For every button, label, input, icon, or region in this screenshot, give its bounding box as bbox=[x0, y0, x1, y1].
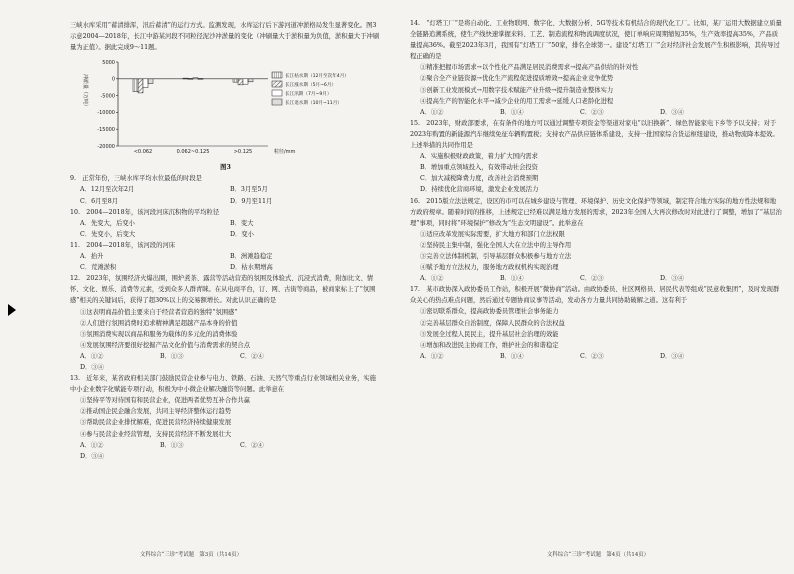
question-block bbox=[410, 284, 782, 362]
bar bbox=[148, 79, 153, 84]
choice-row bbox=[70, 351, 381, 373]
option: ③发展全过程人民民主，提升基层社会治理的效能 bbox=[420, 330, 559, 338]
choice: A．①② bbox=[80, 441, 104, 449]
option: B．增加重点领域投入，有效带动社会投资 bbox=[420, 164, 538, 172]
x-axis-label: 粒径/mm bbox=[274, 149, 296, 156]
question-block bbox=[410, 196, 782, 285]
choice: D．③④ bbox=[80, 452, 104, 460]
option: ④参与民营企业经营管理，支持民营经济不断发展壮大 bbox=[80, 430, 232, 438]
y-tick-label: -20000 bbox=[97, 144, 115, 151]
question-block bbox=[70, 240, 381, 273]
y-tick-label: 5000 bbox=[102, 60, 115, 67]
intro-paragraph: 三峡水库采用“蓄清排浑，汛后蓄清”的运行方式。监测发现，水库运行后下游河道冲淤格局发生显著变化。图3示意2004—2018年，长江中游某河段不同粒径泥沙冲淤量的变化（冲刷量大于淤积量为负值，淤积量大于冲刷量为正值）。据此完成9～11题。 bbox=[70, 22, 380, 52]
choice: A．①② bbox=[420, 275, 444, 283]
option: A．抬升 bbox=[80, 253, 104, 261]
question-stem: 13. 近年来，某省政府相关部门鼓励民营企业参与电力、铁路、石油、天然气等重点行业领域相关业务，实施中小企业数字化赋能专项行动，积极为中小微企业解决融资等问题。此举意在 bbox=[70, 375, 376, 394]
bar bbox=[248, 79, 253, 82]
question-block bbox=[410, 118, 782, 196]
option: ③氛围消费实现以商品和服务为载体的多元化的消费体验 bbox=[80, 330, 238, 338]
right-footer: 文科综合“三诊”考试题 第4页（共14页） bbox=[547, 552, 650, 558]
legend-label: 长江汛期（7月~9月） bbox=[285, 92, 332, 98]
option: B．变大 bbox=[230, 219, 254, 227]
choice: A．①② bbox=[80, 352, 104, 360]
choice: C．②④ bbox=[240, 441, 264, 449]
legend-swatch bbox=[272, 99, 282, 105]
option: A．先变大，后变小 bbox=[80, 219, 135, 227]
y-tick-label: 0 bbox=[111, 76, 115, 83]
bar bbox=[198, 79, 203, 80]
option: ②聚合全产业链资源→优化生产流程促进提质增效→提高企业竞争优势 bbox=[420, 75, 614, 83]
option: ④发展氛围经济要很好挖掘产品文化价值与消费需求的契合点 bbox=[80, 341, 251, 349]
choice-row bbox=[410, 273, 782, 284]
choice: D．③④ bbox=[660, 275, 684, 283]
x-tick-label: >0.125 bbox=[233, 149, 253, 156]
right-questions bbox=[410, 18, 782, 362]
choice: D．③④ bbox=[660, 352, 684, 360]
question-block bbox=[70, 207, 381, 240]
choice: D．③④ bbox=[660, 108, 684, 116]
option: ④增加和改进民主协商工作，维护社会的和谐稳定 bbox=[420, 341, 559, 349]
option: ③创新工业发展模式→用数字技术赋能产业升级→提升制造业整体实力 bbox=[420, 86, 614, 94]
option: ①密切联系群众，提高政协委员管理社会事务能力 bbox=[420, 308, 559, 316]
bar bbox=[233, 79, 238, 82]
option: ①精准把握市场需求→以个性化产品满足居民消费需求→提高产品供给的针对性 bbox=[420, 64, 639, 72]
y-tick-label: -10000 bbox=[97, 110, 115, 117]
bar bbox=[133, 79, 138, 92]
choice: B．①④ bbox=[500, 352, 524, 360]
question-stem: 17. 某市政协深入政协委员工作站，积极开展“微协商”活动。由政协委员、社区网格员、居民代表等组成“民意收集团”，及时发现群众关心的热点难点问题，然后通过专题协商议事等活动，发动各方力量共同协助破解之道。这有利于 bbox=[410, 286, 780, 305]
legend-swatch bbox=[272, 90, 282, 96]
option: B．洲滩趋稳定 bbox=[230, 253, 273, 261]
option: ①这表明商品价值主要来自于经营者营造的独特“氛围感” bbox=[80, 308, 238, 316]
question-stem: 14. “灯塔工厂”是将自动化、工业物联网、数字化、大数据分析、5G等技术有机结合的现代化工厂。比如，某厂运用大数据建立质量全链路追溯系统，使生产线快速掌握来料、工艺、制造流程和物流调度状况，使订单响应周期缩短35%，生产效率提高35%，产品质量提高36%。截至2023年3月，我国有“灯塔工厂”50家，排名全球第一。建设“灯塔工厂”会对经济社会发展产生积极影响，其传导过程正确的是 bbox=[410, 20, 782, 61]
choice-row bbox=[410, 351, 782, 362]
legend-label: 长江退水期（10月~11月） bbox=[285, 101, 342, 107]
choice-row bbox=[70, 440, 381, 462]
left-footer: 文科综合“三诊”考试题 第3页（共14页） bbox=[140, 552, 243, 558]
option-row bbox=[70, 184, 381, 206]
question-block bbox=[410, 18, 782, 118]
choice: B．①③ bbox=[160, 352, 184, 360]
option-row bbox=[70, 251, 381, 273]
y-axis-label: 冲淤量（万吨） bbox=[82, 74, 88, 110]
choice: D．③④ bbox=[80, 363, 104, 371]
option: ②推动国企民企融合发展，共同主导经济整体运行趋势 bbox=[80, 408, 232, 416]
bar bbox=[188, 79, 193, 80]
question-block bbox=[70, 373, 381, 462]
choice: C．②③ bbox=[580, 352, 604, 360]
choice-row bbox=[410, 107, 782, 118]
option: ①坚持平等对待国有和民营企业，促进两者优势互补合作共赢 bbox=[80, 397, 251, 405]
chart bbox=[70, 54, 381, 164]
question-stem: 10. 2004—2018年，该河段河床沉积物的平均粒径 bbox=[70, 208, 220, 216]
option: C．加大减税降费力度，改善社会消费预期 bbox=[420, 175, 539, 183]
option: ②人们进行氛围消费时追求精神满足超越产品本身的价值 bbox=[80, 319, 238, 327]
question-stem: 9. 正常年份，三峡水库平均水位最低的时段是 bbox=[70, 175, 202, 183]
legend-swatch bbox=[272, 81, 282, 87]
choice: C．②③ bbox=[580, 275, 604, 283]
legend-swatch bbox=[272, 72, 282, 78]
figure-caption: 图3 bbox=[220, 164, 231, 172]
option-row bbox=[70, 218, 381, 240]
option: C．荒滩淤积 bbox=[80, 264, 117, 272]
option: ②完善基层群众自治制度，保障人民群众的合法权益 bbox=[420, 319, 565, 327]
legend-label: 长江枯水期（12月至次年4月） bbox=[285, 74, 349, 80]
choice: A．①② bbox=[420, 108, 444, 116]
x-tick-label: 0.062~0.125 bbox=[176, 149, 210, 156]
question-block bbox=[70, 273, 381, 373]
question-stem: 12. 2023年，氛围经济火爆出圈，围炉煮茶、露营等活动营造的氛围及体验式、沉浸式消费，附加比文、情怀、文化、娱乐、消费等元素，受到众多人群青睐。在从电商平台，订、网、古街等商品，被商家标上了“氛围感”相关的关键词后，获得了超30%以上的交易额增长。对此认识正确的是 bbox=[70, 275, 376, 305]
bar bbox=[183, 78, 188, 79]
right-page bbox=[397, 0, 794, 574]
figure-3 bbox=[70, 54, 381, 164]
option: ④提高生产的智能化水平→减少企业的用工需求→延缓人口老龄化进程 bbox=[420, 97, 614, 105]
option: ③完善立法体制机制，引导基层群众积极参与地方立法 bbox=[420, 252, 572, 260]
question-stem: 16. 2015版立法法规定，设区的市可以在城乡建设与管理、环境保护、历史文化保护等领域，制定符合地方实际的地方性法规和地方政府规章。随着时间的推移，上述规定已经难以满足地方发展的需求，2023年全国人大再次修改时对此进行了调整，增加了“基层治理”事项，同时将“环境保护”修改为“生态文明建设”。此举意在 bbox=[410, 197, 782, 227]
question-stem: 11. 2004—2018年，该河段的河床 bbox=[70, 241, 176, 249]
option: ③帮助民营企业排忧解难，促进民营经济持续健康发展 bbox=[80, 419, 232, 427]
x-tick-label: <0.062 bbox=[133, 149, 153, 156]
bar bbox=[243, 79, 248, 84]
bar bbox=[138, 79, 143, 93]
question-block bbox=[70, 173, 381, 206]
choice: C．②④ bbox=[240, 352, 264, 360]
option: C．6月至8月 bbox=[80, 197, 119, 205]
option: D．变小 bbox=[230, 230, 254, 238]
bar bbox=[193, 78, 198, 79]
left-questions bbox=[70, 173, 381, 461]
option: ④赋予地方立法权力，服务地方政权机构实现治理 bbox=[420, 264, 559, 272]
option: ①适应改革发展实际需要，扩大地方和部门立法权限 bbox=[420, 230, 565, 238]
option: D．枯水期增高 bbox=[230, 264, 273, 272]
option: C．先变小，后变大 bbox=[80, 230, 136, 238]
question-stem: 15. 2023年，财政部要求，在有条件的地方可以通过调整专项资金等渠道对家电“以旧换新”、绿色智能家电下乡等予以支持；对于2023年购置的新能源汽车继续免征车辆购置税；支持农产品供应链体系建设，支持一批国家综合货运枢纽建设，推动物流降本提效。上述举措的共同作用是 bbox=[410, 119, 779, 150]
choice: B．①③ bbox=[160, 441, 184, 449]
y-tick-label: -5000 bbox=[100, 93, 115, 100]
choice: A．①② bbox=[420, 352, 444, 360]
choice: C．②③ bbox=[580, 108, 604, 116]
option: D．9月至11月 bbox=[230, 197, 273, 205]
bar bbox=[143, 79, 148, 88]
option: ②坚持民主集中制，强化全国人大在立法中的主导作用 bbox=[420, 241, 572, 249]
option: A．实施积极财政政策，着力扩大国内需求 bbox=[420, 153, 538, 161]
bar bbox=[238, 79, 243, 85]
choice: B．①④ bbox=[500, 275, 524, 283]
option: B．3月至5月 bbox=[230, 186, 268, 194]
legend-label: 长江涨水期（5月~6月） bbox=[285, 83, 337, 89]
choice: B．①④ bbox=[500, 108, 524, 116]
y-tick-label: -15000 bbox=[97, 127, 115, 134]
option: A．12月至次年2月 bbox=[80, 186, 135, 194]
option: D．持续优化营商环境，激发企业发展活力 bbox=[420, 186, 539, 194]
